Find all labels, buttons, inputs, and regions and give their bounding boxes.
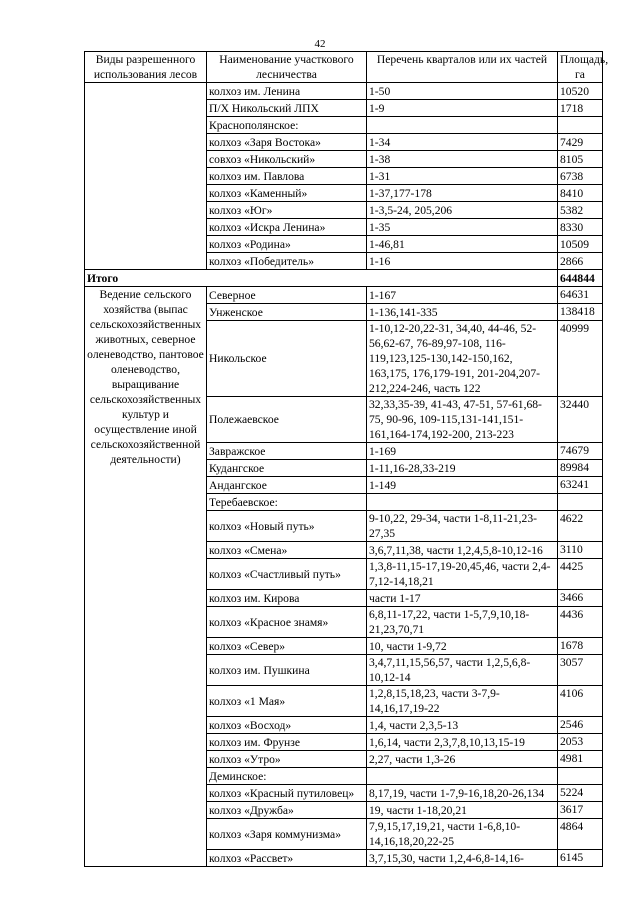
forestry-name-cell: колхоз им. Павлова <box>207 168 367 185</box>
header-usage-type: Виды разрешенного использования лесов <box>85 52 207 83</box>
area-cell: 8105 <box>558 151 603 168</box>
quarters-cell: 19, части 1-18,20,21 <box>367 802 558 819</box>
total-label: Итого <box>85 270 558 287</box>
quarters-cell: 9-10,22, 29-34, части 1-8,11-21,23-27,35 <box>367 511 558 542</box>
header-forestry-name: Наименование участкового лесничества <box>207 52 367 83</box>
forestry-name-cell: Унженское <box>207 304 367 321</box>
forestry-name-cell: Кудангское <box>207 460 367 477</box>
forestry-name-cell: колхоз им. Ленина <box>207 83 367 100</box>
quarters-cell: 1-10,12-20,22-31, 34,40, 44-46, 52-56,62-67, 76-89,97-108, 116-119,123,125-130,142-150,162, 163,175, 176,179-191, 201-204,207-212,224-246, часть 122 <box>367 321 558 397</box>
forestry-name-cell: колхоз «Утро» <box>207 751 367 768</box>
quarters-cell: 1-3,5-24, 205,206 <box>367 202 558 219</box>
total-area: 644844 <box>558 270 603 287</box>
area-cell: 3110 <box>558 542 603 559</box>
forestry-name-cell: колхоз «Родина» <box>207 236 367 253</box>
forestry-name-cell: колхоз «Искра Ленина» <box>207 219 367 236</box>
area-cell: 32440 <box>558 397 603 443</box>
quarters-cell: 3,4,7,11,15,56,57, части 1,2,5,6,8-10,12-14 <box>367 655 558 686</box>
area-cell: 4864 <box>558 819 603 850</box>
forestry-name-cell: колхоз им. Фрунзе <box>207 734 367 751</box>
forestry-name-cell: колхоз «Дружба» <box>207 802 367 819</box>
area-cell: 5224 <box>558 785 603 802</box>
forestry-name-cell: колхоз «Восход» <box>207 717 367 734</box>
forestry-name-cell: совхоз «Никольский» <box>207 151 367 168</box>
table-row <box>85 287 603 304</box>
quarters-cell: 1-50 <box>367 83 558 100</box>
header-area: Площадь, га <box>558 52 603 83</box>
quarters-cell: 10, части 1-9,72 <box>367 638 558 655</box>
quarters-cell <box>367 494 558 511</box>
quarters-cell: 1-9 <box>367 100 558 117</box>
quarters-cell: 3,6,7,11,38, части 1,2,4,5,8-10,12-16 <box>367 542 558 559</box>
quarters-cell: 1-46,81 <box>367 236 558 253</box>
area-cell: 2866 <box>558 253 603 270</box>
page-number: 42 <box>314 38 326 50</box>
forest-use-table <box>84 51 609 867</box>
area-cell: 1718 <box>558 100 603 117</box>
forestry-name-cell: Северное <box>207 287 367 304</box>
area-cell <box>558 117 603 134</box>
forestry-name-cell: колхоз «Север» <box>207 638 367 655</box>
usage-type-cell: Ведение сельского хозяйства (выпас сельскохозяйственных животных, северное оленеводство, пантовое оленеводство, выращивание сельскохозяйственных культур и осуществление иной сельскохозяйственной деятельности) <box>85 287 207 867</box>
area-cell: 64631 <box>558 287 603 304</box>
area-cell: 2546 <box>558 717 603 734</box>
quarters-cell: 7,9,15,17,19,21, части 1-6,8,10-14,16,18,20,22-25 <box>367 819 558 850</box>
quarters-cell: 6,8,11-17,22, части 1-5,7,9,10,18-21,23,70,71 <box>367 607 558 638</box>
area-cell: 4425 <box>558 559 603 590</box>
quarters-cell: 1-167 <box>367 287 558 304</box>
quarters-cell: части 1-17 <box>367 590 558 607</box>
forestry-name-cell: колхоз «Красный путиловец» <box>207 785 367 802</box>
table-row <box>85 83 603 100</box>
forestry-name-cell: колхоз «1 Мая» <box>207 686 367 717</box>
area-cell: 4981 <box>558 751 603 768</box>
area-cell: 63241 <box>558 477 603 494</box>
area-cell: 2053 <box>558 734 603 751</box>
quarters-cell: 1-169 <box>367 443 558 460</box>
area-cell: 10520 <box>558 83 603 100</box>
forestry-name-cell: Никольское <box>207 321 367 397</box>
quarters-cell: 1-34 <box>367 134 558 151</box>
area-cell: 8330 <box>558 219 603 236</box>
area-cell: 3057 <box>558 655 603 686</box>
forestry-name-cell: колхоз «Рассвет» <box>207 850 367 867</box>
area-cell: 8410 <box>558 185 603 202</box>
table-section-top <box>85 83 603 270</box>
table-section-bottom <box>85 287 603 867</box>
forestry-name-cell: Краснополянское: <box>207 117 367 134</box>
quarters-cell <box>367 117 558 134</box>
quarters-cell: 1,2,8,15,18,23, части 3-7,9-14,16,17,19-22 <box>367 686 558 717</box>
table-header-row <box>85 52 603 83</box>
quarters-cell: 1,3,8-11,15-17,19-20,45,46, части 2,4-7,12-14,18,21 <box>367 559 558 590</box>
forestry-name-cell: колхоз им. Пушкина <box>207 655 367 686</box>
total-row <box>85 270 603 287</box>
area-cell: 3617 <box>558 802 603 819</box>
area-cell: 7429 <box>558 134 603 151</box>
quarters-cell: 1-31 <box>367 168 558 185</box>
area-cell: 5382 <box>558 202 603 219</box>
quarters-cell: 1-38 <box>367 151 558 168</box>
quarters-cell: 1-37,177-178 <box>367 185 558 202</box>
area-cell: 74679 <box>558 443 603 460</box>
quarters-cell: 1-16 <box>367 253 558 270</box>
area-cell: 89984 <box>558 460 603 477</box>
usage-cell-empty <box>85 83 207 270</box>
forestry-name-cell: колхоз «Новый путь» <box>207 511 367 542</box>
forestry-name-cell: колхоз «Юг» <box>207 202 367 219</box>
quarters-cell: 1-149 <box>367 477 558 494</box>
quarters-cell: 2,27, части 1,3-26 <box>367 751 558 768</box>
forestry-name-cell: колхоз «Красное знамя» <box>207 607 367 638</box>
forestry-name-cell: Теребаевское: <box>207 494 367 511</box>
area-cell <box>558 768 603 785</box>
forestry-name-cell: колхоз им. Кирова <box>207 590 367 607</box>
quarters-cell: 1-136,141-335 <box>367 304 558 321</box>
area-cell: 3466 <box>558 590 603 607</box>
area-cell <box>558 494 603 511</box>
forestry-name-cell: колхоз «Каменный» <box>207 185 367 202</box>
forestry-name-cell: П/Х Никольский ЛПХ <box>207 100 367 117</box>
quarters-cell: 1,4, части 2,3,5-13 <box>367 717 558 734</box>
area-cell: 6738 <box>558 168 603 185</box>
area-cell: 1678 <box>558 638 603 655</box>
quarters-cell: 8,17,19, части 1-7,9-16,18,20-26,134 <box>367 785 558 802</box>
quarters-cell: 1-35 <box>367 219 558 236</box>
quarters-cell <box>367 768 558 785</box>
area-cell: 6145 <box>558 850 603 867</box>
area-cell: 4622 <box>558 511 603 542</box>
forestry-name-cell: колхоз «Победитель» <box>207 253 367 270</box>
area-cell: 4436 <box>558 607 603 638</box>
forestry-name-cell: Деминское: <box>207 768 367 785</box>
quarters-cell: 3,7,15,30, части 1,2,4-6,8-14,16- <box>367 850 558 867</box>
forestry-name-cell: Завражское <box>207 443 367 460</box>
forestry-name-cell: колхоз «Счастливый путь» <box>207 559 367 590</box>
forestry-name-cell: колхоз «Заря коммунизма» <box>207 819 367 850</box>
area-cell: 4106 <box>558 686 603 717</box>
header-quarters-list: Перечень кварталов или их частей <box>367 52 558 83</box>
quarters-cell: 32,33,35-39, 41-43, 47-51, 57-61,68-75, 90-96, 109-115,131-141,151-161,164-174,192-200, 213-223 <box>367 397 558 443</box>
forestry-name-cell: Андангское <box>207 477 367 494</box>
area-cell: 138418 <box>558 304 603 321</box>
forestry-name-cell: колхоз «Заря Востока» <box>207 134 367 151</box>
area-cell: 40999 <box>558 321 603 397</box>
quarters-cell: 1,6,14, части 2,3,7,8,10,13,15-19 <box>367 734 558 751</box>
table-section-total <box>85 270 603 287</box>
forestry-name-cell: Полежаевское <box>207 397 367 443</box>
quarters-cell: 1-11,16-28,33-219 <box>367 460 558 477</box>
forestry-name-cell: колхоз «Смена» <box>207 542 367 559</box>
area-cell: 10509 <box>558 236 603 253</box>
